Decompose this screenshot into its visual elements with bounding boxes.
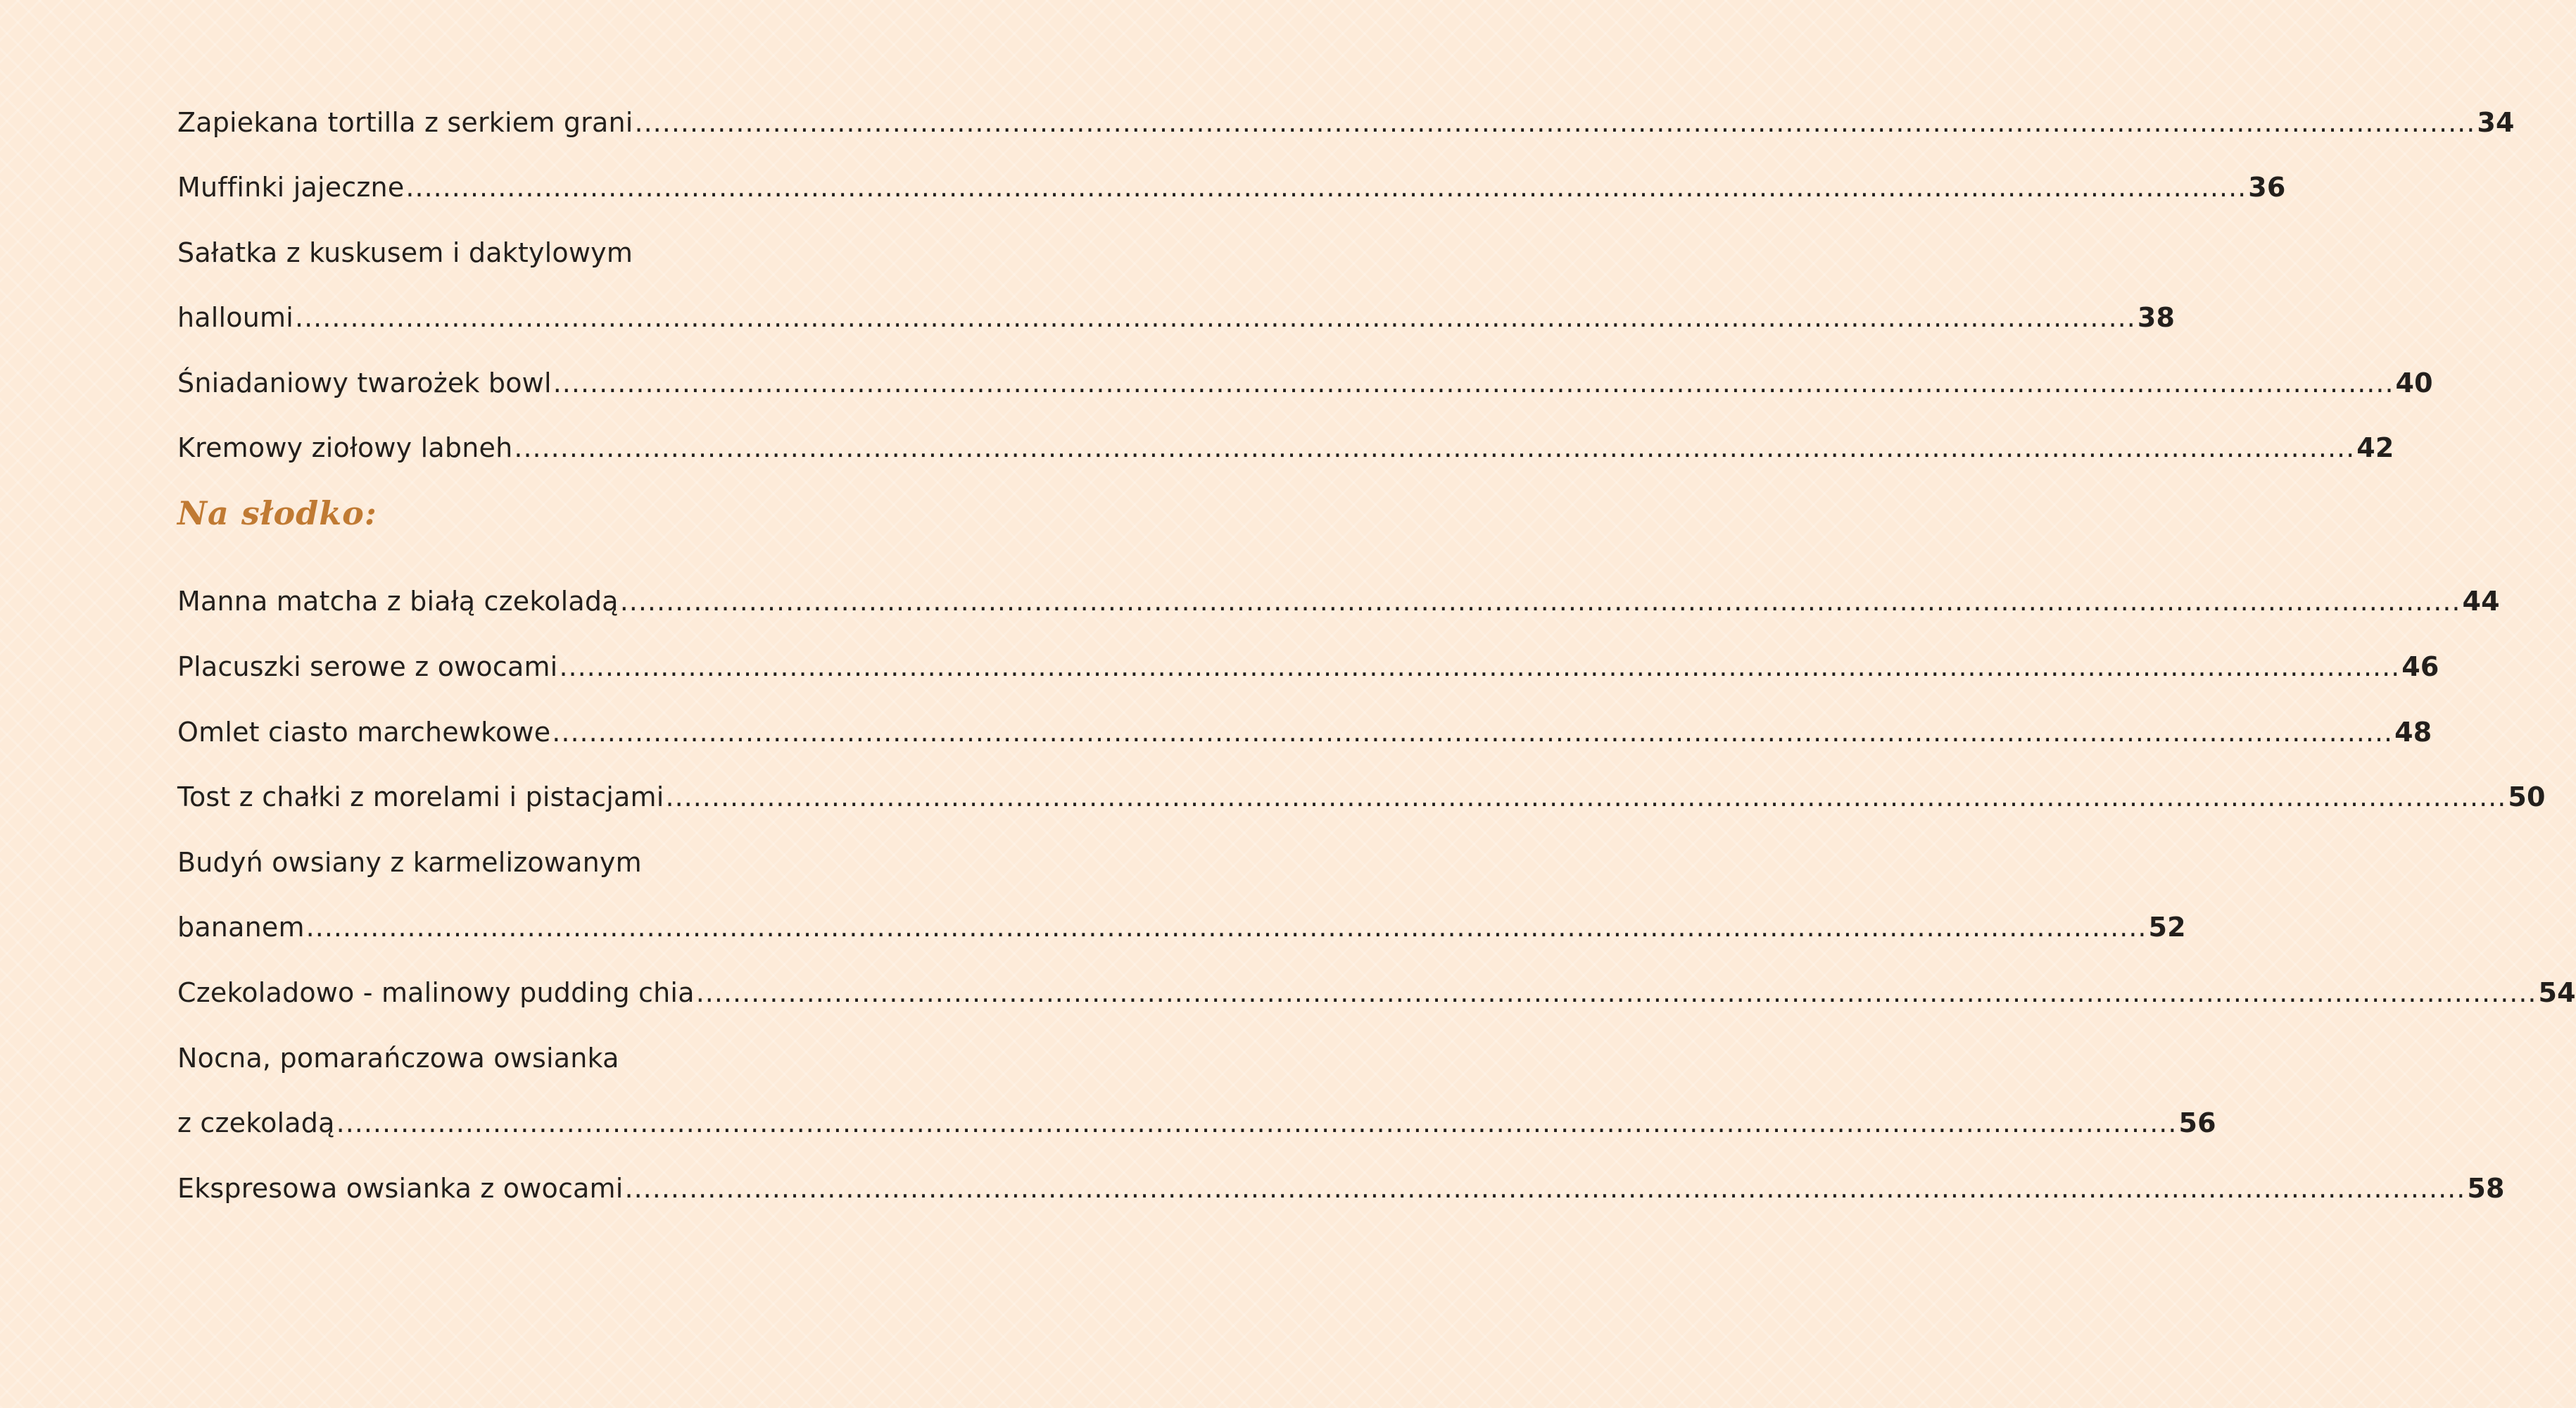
dot-leader: ........................................................................................................................................................................................................ [514, 432, 2356, 463]
dot-leader: ........................................................................................................................................................................................................ [695, 977, 2537, 1008]
toc-entry-page: 56 [2178, 1107, 2216, 1138]
toc-entry-page: 34 [2477, 107, 2515, 138]
toc-entry[interactable] [177, 292, 2176, 334]
toc-entry-title: Omlet ciasto marchewkowe [177, 717, 551, 748]
toc-entry-title: Nocna, pomarańczowa owsianka [177, 1043, 619, 1074]
toc-entry[interactable] [177, 97, 2515, 139]
toc-entry[interactable] [177, 422, 2394, 465]
toc-entry-page: 46 [2401, 651, 2439, 682]
toc-entry-title: bananem [177, 912, 305, 943]
toc-entry-title: Tost z chałki z morelami i pistacjami [177, 781, 664, 812]
toc-entry[interactable] [177, 641, 2439, 684]
toc-entry-wrapped-line[interactable] [177, 227, 633, 270]
toc-entry[interactable] [177, 707, 2432, 749]
toc-entry-page: 48 [2394, 717, 2432, 748]
toc-entry[interactable] [177, 1163, 2505, 1205]
toc-entry-page: 50 [2508, 781, 2546, 812]
dot-leader: ........................................................................................................................................................................................................ [619, 586, 2461, 617]
toc-entry-title: Placuszki serowe z owocami [177, 651, 558, 682]
dot-leader: ........................................................................................................................................................................................................ [295, 302, 2136, 333]
dot-leader: ........................................................................................................................................................................................................ [553, 367, 2394, 398]
toc-entry-title: Manna matcha z białą czekoladą [177, 586, 619, 617]
toc-entry-wrapped-line[interactable] [177, 1033, 619, 1075]
dot-leader: ........................................................................................................................................................................................................ [624, 1173, 2466, 1204]
toc-entry-page: 38 [2137, 302, 2176, 333]
toc-entry-title: Ekspresowa owsianka z owocami [177, 1173, 624, 1204]
dot-leader: ........................................................................................................................................................................................................ [405, 172, 2247, 203]
toc-entry-page: 58 [2467, 1173, 2505, 1204]
dot-leader: ........................................................................................................................................................................................................ [552, 717, 2394, 748]
toc-entry-title: halloumi [177, 302, 293, 333]
dot-leader: ........................................................................................................................................................................................................ [336, 1107, 2178, 1138]
section-heading: Na słodko: [177, 494, 377, 532]
dot-leader: ........................................................................................................................................................................................................ [634, 107, 2476, 138]
toc-entry-page: 54 [2538, 977, 2576, 1008]
toc-entry[interactable] [177, 1098, 2216, 1140]
toc-entry-title: Budyń owsiany z karmelizowanym [177, 847, 642, 878]
toc-entry[interactable] [177, 902, 2186, 944]
toc-entry[interactable] [177, 772, 2546, 814]
toc-entry-title: Kremowy ziołowy labneh [177, 432, 513, 463]
toc-entry-page: 42 [2356, 432, 2394, 463]
toc-entry-page: 52 [2148, 912, 2186, 943]
toc-entry-title: Muffinki jajeczne [177, 172, 405, 203]
toc-entry-page: 44 [2462, 586, 2500, 617]
toc-entry-wrapped-line[interactable] [177, 837, 642, 879]
toc-entry-title: Śniadaniowy twarożek bowl [177, 367, 552, 398]
toc-entry-title: Zapiekana tortilla z serkiem grani [177, 107, 633, 138]
dot-leader: ........................................................................................................................................................................................................ [305, 912, 2147, 943]
toc-entry-page: 36 [2248, 172, 2286, 203]
dot-leader: ........................................................................................................................................................................................................ [665, 781, 2507, 812]
dot-leader: ........................................................................................................................................................................................................ [559, 651, 2401, 682]
toc-entry[interactable] [177, 967, 2576, 1010]
toc-entry[interactable] [177, 358, 2433, 400]
toc-entry-title: Czekoladowo - malinowy pudding chia [177, 977, 695, 1008]
toc-entry-page: 40 [2395, 367, 2433, 398]
toc-entry[interactable] [177, 576, 2500, 618]
toc-entry-title: z czekoladą [177, 1107, 335, 1138]
toc-entry-title: Sałatka z kuskusem i daktylowym [177, 237, 633, 268]
toc-entry[interactable] [177, 162, 2286, 204]
